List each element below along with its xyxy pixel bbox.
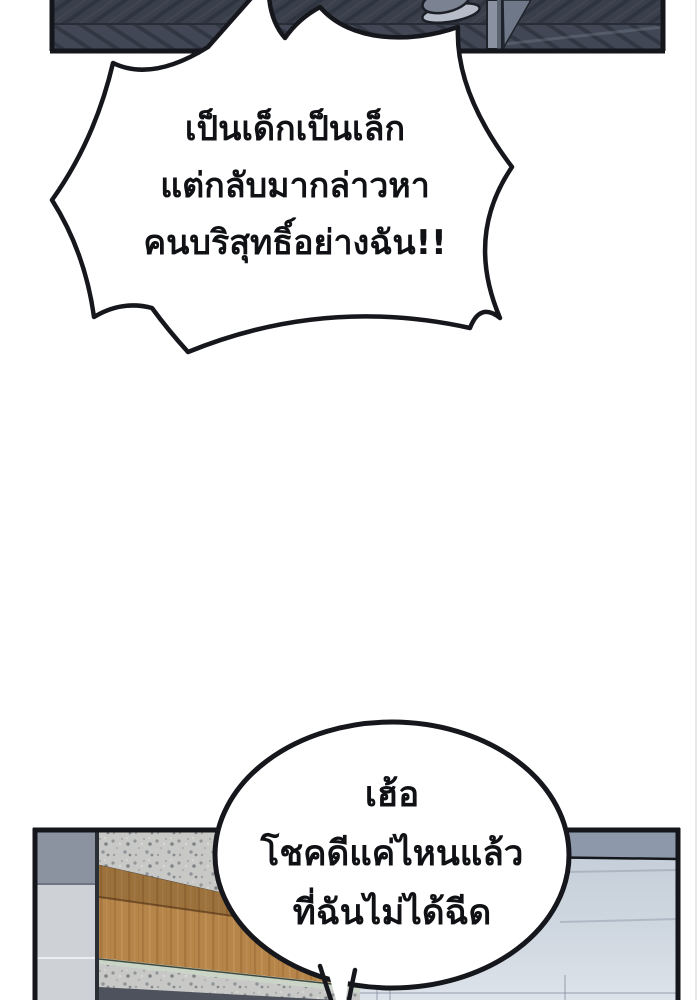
left-wall-upper: [35, 831, 95, 884]
shout-bubble-text: [105, 101, 485, 272]
speech-line: เป็นเด็กเป็นเล็ก: [184, 109, 406, 149]
speech-line: เฮ้อ: [364, 775, 420, 815]
left-wall-lower: [35, 884, 95, 1000]
speech-line: โชคดีแค่ไหนแล้ว: [260, 834, 524, 874]
speech-line: ที่ฉันไม่ได้ฉีด: [292, 893, 492, 933]
speech-line: แต่กลับมากล่าวหา: [160, 166, 430, 206]
wall-corner-line: [95, 831, 99, 1000]
speech-line: คนบริสุทธิ์อย่างฉัน!!: [143, 223, 447, 263]
oval-bubble-text: [212, 766, 572, 943]
railing-post-shadow: [497, 0, 501, 49]
